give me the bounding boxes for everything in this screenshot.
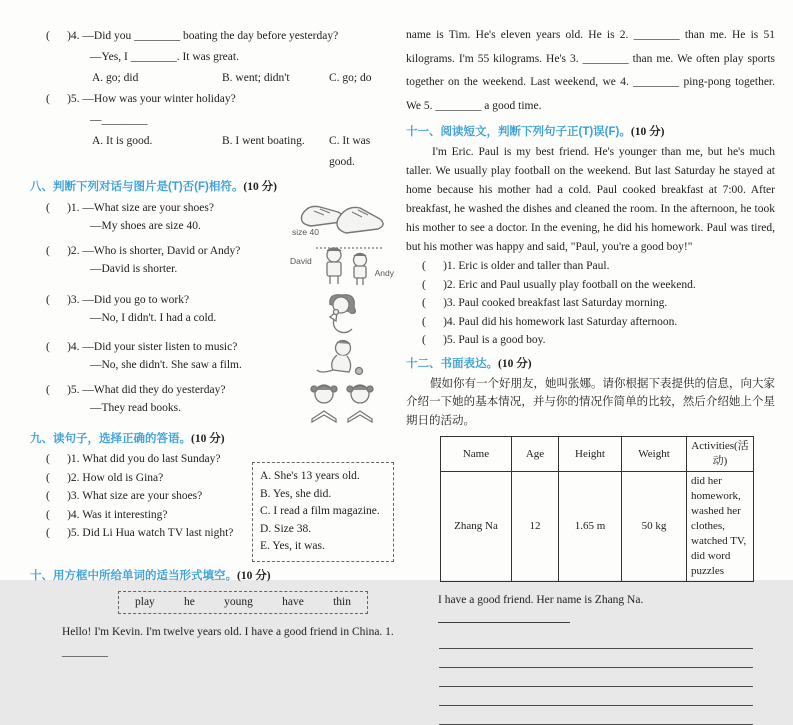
true-false-statements: [406, 257, 775, 350]
col-activities: Activities(活动): [687, 437, 754, 472]
match-item-1: [30, 199, 394, 239]
match-4-question: ( )4. —Did your sister listen to music?: [46, 341, 238, 353]
cell-name: Zhang Na: [441, 472, 512, 582]
question-4-line2: —Yes, I ________. It was great.: [90, 51, 239, 63]
writing-start-text: I have a good friend. Her name is Zhang Na.: [438, 594, 644, 607]
match-5-answer: —They read books.: [90, 402, 182, 414]
section-12-title: 十二、书面表达。: [406, 357, 498, 370]
table-header-row: [441, 437, 754, 472]
s9-question-2: ( )2. How old is Gina?: [46, 471, 164, 484]
answer-e: E. Yes, it was.: [260, 540, 325, 552]
table-row: [441, 472, 754, 582]
writing-blank-0: [438, 610, 570, 623]
section-8-score: (10 分): [243, 181, 277, 193]
match-3-question: ( )3. —Did you go to work?: [46, 294, 190, 306]
david-label: David: [290, 256, 312, 266]
writing-line-3: [439, 668, 753, 687]
s9-question-4: ( )4. Was it interesting?: [46, 508, 168, 521]
section-9-header: [30, 431, 394, 448]
col-weight: Weight: [622, 437, 687, 472]
question-4: [30, 26, 394, 89]
question-5-options: [30, 131, 394, 173]
cell-height: 1.65 m: [559, 472, 622, 582]
option-c: C. go; do: [329, 72, 372, 84]
girl-with-cold-image: [290, 291, 394, 335]
option-a: A. It is good.: [92, 135, 153, 147]
answer-c: C. I read a film magazine.: [260, 505, 380, 517]
word-he: he: [184, 595, 195, 608]
andy-label: Andy: [374, 268, 394, 278]
answer-b: B. Yes, she did.: [260, 487, 332, 500]
cloze-continuation: name is Tim. He's eleven years old. He is 2. ________ than me. He is 51 kilograms. I'm 55 kilograms. He's 3. ________ than me. We often play sports together on the weekend. Last weekend, we 4. ________ ping-pong together. We 5. ________ a good time.: [406, 29, 775, 112]
section-9-body: [30, 450, 394, 562]
section-8-header: [30, 179, 394, 196]
question-4-line1: ( )4. —Did you ________ boating the day before yesterday?: [46, 30, 339, 42]
writing-line-5: [439, 706, 753, 725]
match-1-answer: —My shoes are size 40.: [90, 220, 201, 232]
s9-question-5: ( )5. Did Li Hua watch TV last night?: [46, 527, 234, 539]
sneakers-size-label: size 40: [292, 227, 319, 237]
word-play: play: [135, 595, 155, 608]
section-10-title: 十、用方框中所给单词的适当形式填空。: [30, 569, 237, 582]
word-bank-box: [118, 591, 368, 614]
sneakers-image: [290, 199, 394, 239]
section-8-title: 八、判断下列对话与图片是(T)否(F)相符。: [30, 181, 244, 193]
question-5-line1: ( )5. —How was your winter holiday?: [46, 93, 236, 105]
writing-prompt: 假如你有一个好朋友，她叫张娜。请你根据下表提供的信息，向大家介绍一下她的基本情况，并与你的情况作简单的比较，然后介绍她上个星期日的活动。: [406, 377, 775, 427]
cell-activities: did her homework, washed her clothes, watched TV, did word puzzles: [687, 472, 754, 582]
match-1-question: ( )1. —What size are your shoes?: [46, 202, 214, 214]
writing-line-2: [439, 649, 753, 668]
statement-1: ( )1. Eric is older and taller than Paul.: [422, 260, 610, 272]
option-b: B. went; didn't: [222, 72, 290, 84]
match-2-answer: —David is shorter.: [90, 263, 178, 275]
friend-info-table: [440, 436, 754, 582]
child-playing-image: [290, 338, 394, 378]
section-11-title: 十一、阅读短文，判断下列句子正(T)误(F)。: [406, 126, 631, 138]
question-5-line2: —________: [90, 114, 148, 126]
word-young: young: [224, 595, 253, 608]
writing-start-line: [406, 590, 775, 630]
word-have: have: [282, 595, 304, 608]
s9-question-1: ( )1. What did you do last Sunday?: [46, 453, 221, 465]
option-b: B. I went boating.: [222, 135, 305, 147]
match-5-question: ( )5. —What did they do yesterday?: [46, 384, 226, 396]
match-item-2: [30, 242, 394, 288]
cell-age: 12: [512, 472, 559, 582]
writing-line-1: [439, 630, 753, 649]
section-11-header: [406, 124, 775, 141]
statement-3: ( )3. Paul cooked breakfast last Saturday morning.: [422, 297, 668, 310]
match-item-4: [30, 338, 394, 378]
statement-4: ( )4. Paul did his homework last Saturday afternoon.: [422, 315, 678, 328]
col-age: Age: [512, 437, 559, 472]
cloze-intro: Hello! I'm Kevin. I'm twelve years old. I have a good friend in China. 1. ________: [62, 625, 397, 658]
section-12-score: (10 分): [498, 357, 532, 370]
section-9-score: (10 分): [191, 433, 225, 445]
section-10-score: (10 分): [237, 569, 271, 582]
left-column: [30, 26, 397, 662]
kids-reading-image: [290, 381, 394, 425]
section-10-header: [30, 568, 394, 585]
option-a: A. go; did: [92, 72, 139, 84]
match-2-question: ( )2. —Who is shorter, David or Andy?: [46, 245, 241, 257]
writing-line-4: [439, 687, 753, 706]
match-item-3: [30, 291, 394, 335]
two-boys-image: [290, 242, 394, 288]
section-11-score: (10 分): [630, 126, 665, 138]
answer-a: A. She's 13 years old.: [260, 470, 360, 482]
match-4-answer: —No, she didn't. She saw a film.: [90, 359, 242, 371]
answer-choices-box: [252, 462, 394, 562]
match-item-5: [30, 381, 394, 425]
statement-2: ( )2. Eric and Paul usually play football on the weekend.: [422, 278, 696, 291]
statement-5: ( )5. Paul is a good boy.: [422, 334, 546, 347]
right-column: [406, 24, 775, 725]
word-thin: thin: [333, 595, 351, 608]
answer-d: D. Size 38.: [260, 522, 312, 535]
s9-question-3: ( )3. What size are your shoes?: [46, 490, 203, 502]
col-name: Name: [441, 437, 512, 472]
match-3-answer: —No, I didn't. I had a cold.: [90, 312, 217, 324]
col-height: Height: [559, 437, 622, 472]
question-5: [30, 89, 394, 173]
section-9-title: 九、读句子，选择正确的答语。: [30, 433, 191, 445]
question-4-options: [30, 68, 394, 89]
cell-weight: 50 kg: [622, 472, 687, 582]
option-c: C. It was good.: [329, 135, 371, 168]
reading-passage: I'm Eric. Paul is my best friend. He's younger than me, but he's much taller. We usually play football on the weekend. But last Saturday he stayed at home because his mother had a cold. Paul cooked breakfast at 7:00. After breakfast, he washed the dishes and cleaned the room. In the afternoon, he took his mother to see a doctor. In the evening, he did his homework. Paul was tired, but his mother was happy and said, "Paul, you're a good boy!": [406, 146, 775, 253]
section-12-header: [406, 356, 775, 373]
